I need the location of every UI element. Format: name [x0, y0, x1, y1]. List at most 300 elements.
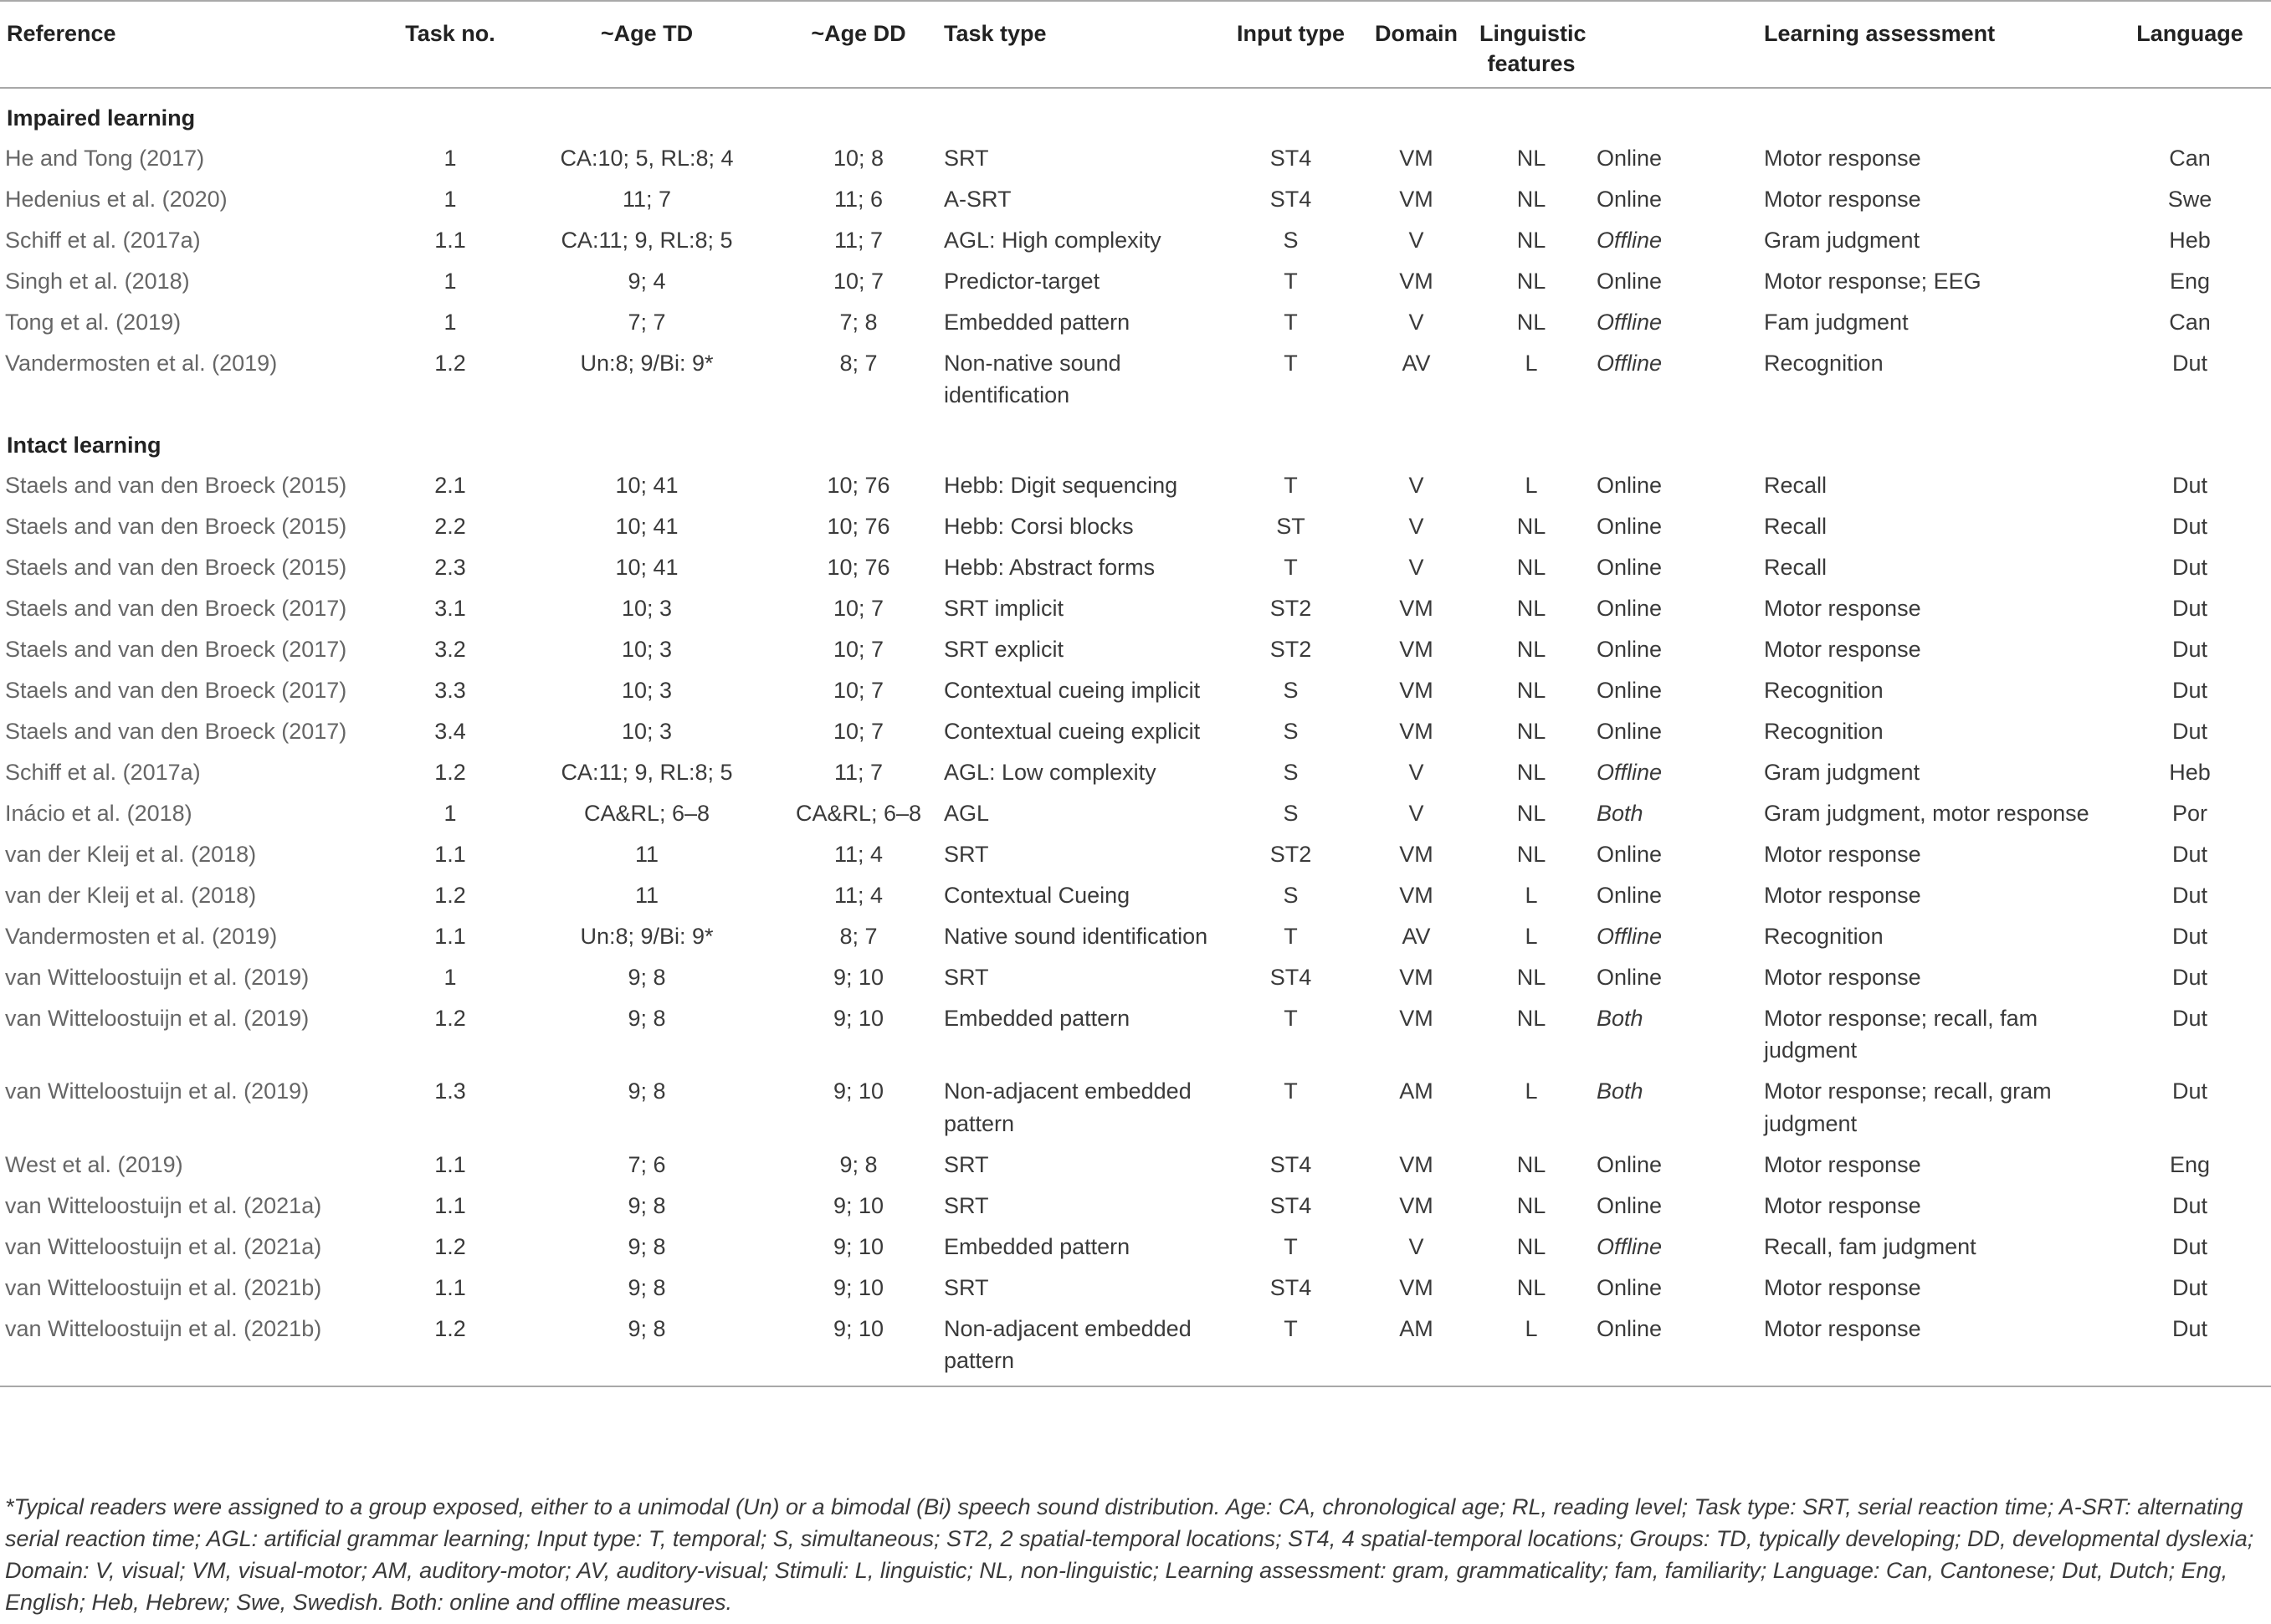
- cell-input-type: S: [1283, 718, 1299, 744]
- cell-task-no: 3.4: [434, 718, 466, 744]
- cell-reference: Vandermosten et al. (2019): [5, 350, 278, 376]
- cell-mode: Offline: [1597, 759, 1663, 785]
- cell-age-dd: 10; 76: [827, 554, 890, 580]
- cell-assessment: Motor response: [1764, 1151, 1921, 1177]
- table-row: [0, 752, 2271, 793]
- cell-task-no: 1.2: [434, 350, 466, 376]
- cell-age-td: 9; 4: [628, 268, 666, 294]
- cell-age-td: 7; 6: [628, 1151, 666, 1177]
- cell-assessment: Motor response; recall, gram judgment: [1764, 1078, 2052, 1136]
- table-row: [0, 670, 2271, 711]
- cell-input-type: T: [1284, 1315, 1298, 1341]
- cell-linguistic: NL: [1516, 677, 1546, 703]
- cell-task-no: 3.2: [434, 636, 466, 662]
- cell-task-no: 1: [443, 309, 457, 335]
- cell-reference: Inácio et al. (2018): [5, 800, 192, 826]
- cell-language: Dut: [2171, 1005, 2208, 1031]
- cell-reference: Vandermosten et al. (2019): [5, 923, 278, 949]
- cell-input-type: S: [1283, 677, 1299, 703]
- cell-task-no: 2.3: [434, 554, 466, 580]
- cell-task-type: Non-adjacent embedded pattern: [944, 1078, 1192, 1136]
- cell-task-type: Hebb: Abstract forms: [944, 554, 1156, 580]
- table-row: [0, 1268, 2271, 1309]
- cell-domain: AM: [1399, 1315, 1433, 1341]
- cell-age-dd: 11; 6: [833, 186, 884, 212]
- cell-domain: V: [1408, 472, 1424, 498]
- cell-language: Can: [2169, 145, 2211, 171]
- cell-assessment: Recognition: [1764, 350, 1884, 376]
- cell-task-type: Hebb: Corsi blocks: [944, 513, 1134, 539]
- cell-domain: V: [1408, 1233, 1424, 1259]
- cell-age-td: 10; 3: [621, 718, 673, 744]
- cell-age-td: 9; 8: [628, 964, 666, 990]
- cell-language: Dut: [2171, 1233, 2208, 1259]
- cell-assessment: Motor response: [1764, 1192, 1921, 1218]
- cell-domain: V: [1408, 554, 1424, 580]
- cell-task-no: 1.1: [434, 1192, 466, 1218]
- cell-mode: Online: [1597, 472, 1663, 498]
- cell-linguistic: L: [1525, 923, 1538, 949]
- cell-mode: Online: [1597, 882, 1663, 908]
- cell-language: Dut: [2171, 718, 2208, 744]
- cell-age-td: 9; 8: [628, 1192, 666, 1218]
- table-row: [0, 506, 2271, 547]
- cell-mode: Online: [1597, 554, 1663, 580]
- cell-input-type: ST4: [1269, 964, 1312, 990]
- cell-language: Dut: [2171, 677, 2208, 703]
- cell-reference: van Witteloostuijn et al. (2021a): [5, 1233, 322, 1259]
- header-reference: Reference: [7, 21, 116, 46]
- cell-language: Eng: [2169, 1151, 2211, 1177]
- cell-mode: Online: [1597, 595, 1663, 621]
- cell-mode: Online: [1597, 513, 1663, 539]
- cell-mode: Offline: [1597, 350, 1663, 376]
- cell-domain: AV: [1402, 350, 1431, 376]
- cell-mode: Online: [1597, 718, 1663, 744]
- cell-linguistic: NL: [1516, 636, 1546, 662]
- header-input-type: Input type: [1237, 21, 1345, 46]
- cell-assessment: Gram judgment, motor response: [1764, 800, 2089, 826]
- cell-task-no: 1: [443, 268, 457, 294]
- cell-reference: Staels and van den Broeck (2015): [5, 513, 347, 539]
- cell-input-type: S: [1283, 882, 1299, 908]
- cell-input-type: T: [1284, 268, 1298, 294]
- cell-linguistic: NL: [1516, 759, 1546, 785]
- table-row: [0, 138, 2271, 179]
- cell-domain: VM: [1399, 595, 1433, 621]
- cell-reference: van Witteloostuijn et al. (2021a): [5, 1192, 322, 1218]
- cell-linguistic: NL: [1516, 964, 1546, 990]
- cell-language: Swe: [2167, 186, 2212, 212]
- cell-task-type: SRT: [944, 1192, 989, 1218]
- cell-task-type: Contextual cueing implicit: [944, 677, 1201, 703]
- cell-task-no: 1: [443, 145, 457, 171]
- cell-assessment: Recognition: [1764, 923, 1884, 949]
- cell-age-dd: 10; 7: [833, 595, 884, 621]
- cell-task-no: 1.2: [434, 759, 466, 785]
- cell-age-td: CA:10; 5, RL:8; 4: [560, 145, 734, 171]
- cell-task-type: Non-native sound identification: [944, 350, 1121, 407]
- cell-reference: Schiff et al. (2017a): [5, 227, 201, 253]
- cell-age-dd: 9; 10: [833, 1233, 884, 1259]
- cell-input-type: T: [1284, 1005, 1298, 1031]
- cell-linguistic: L: [1525, 472, 1538, 498]
- cell-input-type: ST2: [1269, 595, 1312, 621]
- cell-task-no: 1.2: [434, 882, 466, 908]
- cell-language: Dut: [2171, 923, 2208, 949]
- cell-age-dd: 11; 4: [833, 841, 884, 867]
- group-label: Impaired learning: [7, 105, 196, 131]
- cell-language: Dut: [2171, 882, 2208, 908]
- cell-mode: Online: [1597, 186, 1663, 212]
- cell-task-no: 1.2: [434, 1315, 466, 1341]
- cell-assessment: Gram judgment: [1764, 759, 1920, 785]
- cell-linguistic: NL: [1516, 1151, 1546, 1177]
- cell-reference: Staels and van den Broeck (2017): [5, 718, 347, 744]
- cell-mode: Both: [1597, 1005, 1643, 1031]
- header-age-td: ~Age TD: [600, 21, 694, 46]
- cell-language: Dut: [2171, 513, 2208, 539]
- cell-linguistic: NL: [1516, 554, 1546, 580]
- cell-reference: van Witteloostuijn et al. (2021b): [5, 1315, 322, 1341]
- cell-assessment: Motor response; EEG: [1764, 268, 1981, 294]
- cell-language: Heb: [2169, 759, 2211, 785]
- cell-input-type: ST4: [1269, 145, 1312, 171]
- cell-age-dd: 9; 10: [833, 1192, 884, 1218]
- cell-age-td: 11: [634, 882, 659, 908]
- cell-linguistic: NL: [1516, 1274, 1546, 1300]
- cell-linguistic: L: [1525, 350, 1538, 376]
- cell-assessment: Gram judgment: [1764, 227, 1920, 253]
- cell-age-dd: 8; 7: [839, 923, 878, 949]
- table-row: [0, 1186, 2271, 1227]
- cell-assessment: Recognition: [1764, 718, 1884, 744]
- table-row: [0, 547, 2271, 588]
- cell-reference: Staels and van den Broeck (2015): [5, 472, 347, 498]
- header-row: [0, 1, 2271, 88]
- cell-domain: V: [1408, 759, 1424, 785]
- cell-task-type: SRT: [944, 964, 989, 990]
- cell-linguistic: L: [1525, 1315, 1538, 1341]
- cell-linguistic: NL: [1516, 718, 1546, 744]
- cell-age-td: CA:11; 9, RL:8; 5: [561, 759, 733, 785]
- cell-age-td: CA:11; 9, RL:8; 5: [561, 227, 733, 253]
- header-learning-assessment: Learning assessment: [1764, 21, 1996, 46]
- table-row: [0, 1227, 2271, 1268]
- cell-age-dd: 10; 7: [833, 718, 884, 744]
- cell-age-td: CA&RL; 6–8: [583, 800, 710, 826]
- cell-input-type: ST4: [1269, 1192, 1312, 1218]
- cell-reference: West et al. (2019): [5, 1151, 183, 1177]
- cell-task-type: SRT: [944, 841, 989, 867]
- cell-reference: van Witteloostuijn et al. (2019): [5, 964, 310, 990]
- cell-task-no: 1.1: [434, 841, 466, 867]
- table-row: [0, 629, 2271, 670]
- cell-reference: van der Kleij et al. (2018): [5, 841, 257, 867]
- cell-mode: Offline: [1597, 1233, 1663, 1259]
- cell-age-dd: 10; 76: [827, 513, 890, 539]
- cell-task-type: Native sound identification: [944, 923, 1208, 949]
- cell-input-type: T: [1284, 554, 1298, 580]
- table-row: [0, 1309, 2271, 1386]
- cell-domain: V: [1408, 800, 1424, 826]
- cell-assessment: Recall, fam judgment: [1764, 1233, 1976, 1259]
- cell-domain: AV: [1402, 923, 1431, 949]
- cell-linguistic: NL: [1516, 800, 1546, 826]
- cell-assessment: Motor response: [1764, 145, 1921, 171]
- cell-task-type: SRT: [944, 1274, 989, 1300]
- cell-domain: VM: [1399, 1274, 1433, 1300]
- cell-task-type: Non-adjacent embedded pattern: [944, 1315, 1192, 1373]
- table-row: [0, 343, 2271, 417]
- cell-language: Dut: [2171, 350, 2208, 376]
- cell-mode: Online: [1597, 1151, 1663, 1177]
- cell-task-type: Hebb: Digit sequencing: [944, 472, 1178, 498]
- cell-mode: Online: [1597, 145, 1663, 171]
- cell-linguistic: NL: [1516, 309, 1546, 335]
- cell-linguistic: L: [1525, 882, 1538, 908]
- cell-reference: van Witteloostuijn et al. (2019): [5, 1078, 310, 1104]
- cell-domain: VM: [1399, 1005, 1433, 1031]
- cell-linguistic: NL: [1516, 513, 1546, 539]
- table-row: [0, 179, 2271, 220]
- header-task-type: Task type: [944, 21, 1047, 46]
- table-row: [0, 916, 2271, 957]
- cell-mode: Online: [1597, 841, 1663, 867]
- cell-domain: VM: [1399, 145, 1433, 171]
- table-row: [0, 1071, 2271, 1145]
- cell-age-dd: 9; 10: [833, 1078, 884, 1104]
- cell-age-dd: 10; 76: [827, 472, 890, 498]
- cell-task-type: SRT explicit: [944, 636, 1064, 662]
- cell-input-type: ST: [1276, 513, 1305, 539]
- table-row: [0, 220, 2271, 261]
- cell-age-dd: 9; 10: [833, 1005, 884, 1031]
- cell-language: Dut: [2171, 841, 2208, 867]
- table-row: [0, 834, 2271, 875]
- cell-mode: Online: [1597, 677, 1663, 703]
- header-domain: Domain: [1374, 21, 1458, 46]
- cell-reference: van Witteloostuijn et al. (2019): [5, 1005, 310, 1031]
- cell-mode: Both: [1597, 800, 1643, 826]
- cell-domain: V: [1408, 227, 1424, 253]
- cell-assessment: Motor response: [1764, 964, 1921, 990]
- cell-assessment: Motor response; recall, fam judgment: [1764, 1005, 2038, 1063]
- table-row: [0, 998, 2271, 1072]
- cell-assessment: Motor response: [1764, 882, 1921, 908]
- cell-domain: V: [1408, 309, 1424, 335]
- cell-task-type: Contextual cueing explicit: [944, 718, 1201, 744]
- cell-task-type: Embedded pattern: [944, 1005, 1130, 1031]
- cell-linguistic: NL: [1516, 186, 1546, 212]
- cell-age-dd: 10; 8: [833, 145, 884, 171]
- cell-assessment: Fam judgment: [1764, 309, 1909, 335]
- cell-age-dd: 8; 7: [839, 350, 878, 376]
- cell-domain: VM: [1399, 677, 1433, 703]
- cell-age-dd: 10; 7: [833, 268, 884, 294]
- cell-assessment: Recall: [1764, 513, 1828, 539]
- cell-assessment: Motor response: [1764, 595, 1921, 621]
- cell-age-td: 9; 8: [628, 1274, 666, 1300]
- cell-language: Can: [2169, 309, 2211, 335]
- table-row: [0, 261, 2271, 302]
- cell-task-no: 1.2: [434, 1233, 466, 1259]
- cell-language: Heb: [2169, 227, 2211, 253]
- cell-age-td: 10; 3: [621, 636, 673, 662]
- cell-mode: Online: [1597, 1274, 1663, 1300]
- cell-task-type: Embedded pattern: [944, 309, 1130, 335]
- cell-input-type: T: [1284, 309, 1298, 335]
- cell-reference: van Witteloostuijn et al. (2021b): [5, 1274, 322, 1300]
- cell-age-td: 9; 8: [628, 1078, 666, 1104]
- cell-language: Dut: [2171, 1315, 2208, 1341]
- table-row: [0, 875, 2271, 916]
- table-body: [0, 88, 2271, 1386]
- cell-language: Eng: [2169, 268, 2211, 294]
- cell-age-td: 10; 41: [615, 513, 679, 539]
- cell-mode: Online: [1597, 964, 1663, 990]
- cell-age-td: 10; 41: [615, 554, 679, 580]
- cell-input-type: T: [1284, 923, 1298, 949]
- cell-reference: Staels and van den Broeck (2017): [5, 677, 347, 703]
- cell-age-dd: 11; 7: [833, 227, 884, 253]
- cell-domain: VM: [1399, 186, 1433, 212]
- cell-language: Dut: [2171, 554, 2208, 580]
- cell-assessment: Motor response: [1764, 1315, 1921, 1341]
- table-row: [0, 793, 2271, 834]
- cell-language: Dut: [2171, 1078, 2208, 1104]
- cell-mode: Online: [1597, 268, 1663, 294]
- cell-assessment: Motor response: [1764, 636, 1921, 662]
- cell-age-td: Un:8; 9/Bi: 9*: [580, 923, 714, 949]
- cell-language: Dut: [2171, 636, 2208, 662]
- cell-assessment: Motor response: [1764, 841, 1921, 867]
- cell-reference: He and Tong (2017): [5, 145, 205, 171]
- cell-task-no: 1.1: [434, 923, 466, 949]
- cell-task-no: 3.3: [434, 677, 466, 703]
- cell-age-dd: 9; 10: [833, 1274, 884, 1300]
- cell-task-no: 1.1: [434, 1274, 466, 1300]
- cell-domain: AM: [1399, 1078, 1433, 1104]
- cell-language: Por: [2171, 800, 2208, 826]
- cell-linguistic: NL: [1516, 1233, 1546, 1259]
- cell-age-dd: 10; 7: [833, 677, 884, 703]
- cell-task-type: AGL: High complexity: [944, 227, 1161, 253]
- cell-reference: Tong et al. (2019): [5, 309, 182, 335]
- cell-task-type: AGL: Low complexity: [944, 759, 1156, 785]
- cell-language: Dut: [2171, 1274, 2208, 1300]
- cell-age-dd: 10; 7: [833, 636, 884, 662]
- cell-domain: VM: [1399, 841, 1433, 867]
- cell-task-type: Embedded pattern: [944, 1233, 1130, 1259]
- cell-task-type: Contextual Cueing: [944, 882, 1130, 908]
- cell-age-td: Un:8; 9/Bi: 9*: [580, 350, 714, 376]
- cell-task-type: Predictor-target: [944, 268, 1100, 294]
- cell-domain: VM: [1399, 964, 1433, 990]
- cell-task-no: 1.3: [434, 1078, 466, 1104]
- cell-input-type: T: [1284, 1233, 1298, 1259]
- cell-assessment: Motor response: [1764, 186, 1921, 212]
- cell-linguistic: NL: [1516, 1005, 1546, 1031]
- cell-task-no: 1: [443, 964, 457, 990]
- cell-input-type: S: [1283, 227, 1299, 253]
- cell-task-type: A-SRT: [944, 186, 1012, 212]
- cell-linguistic: NL: [1516, 227, 1546, 253]
- cell-age-dd: CA&RL; 6–8: [795, 800, 922, 826]
- cell-linguistic: NL: [1516, 841, 1546, 867]
- cell-assessment: Recall: [1764, 472, 1828, 498]
- cell-assessment: Recall: [1764, 554, 1828, 580]
- cell-input-type: S: [1283, 759, 1299, 785]
- cell-language: Dut: [2171, 595, 2208, 621]
- group-row: [0, 88, 2271, 138]
- cell-linguistic: NL: [1516, 145, 1546, 171]
- cell-domain: VM: [1399, 882, 1433, 908]
- header-task-no: Task no.: [405, 21, 495, 46]
- table-row: [0, 302, 2271, 343]
- cell-age-dd: 9; 10: [833, 964, 884, 990]
- cell-reference: Schiff et al. (2017a): [5, 759, 201, 785]
- cell-mode: Online: [1597, 636, 1663, 662]
- cell-domain: VM: [1399, 718, 1433, 744]
- table-row: [0, 957, 2271, 998]
- table-row: [0, 465, 2271, 506]
- group-label: Intact learning: [7, 433, 161, 458]
- cell-domain: V: [1408, 513, 1424, 539]
- cell-age-dd: 11; 4: [833, 882, 884, 908]
- cell-reference: Singh et al. (2018): [5, 268, 190, 294]
- cell-assessment: Motor response: [1764, 1274, 1921, 1300]
- cell-task-no: 1.2: [434, 1005, 466, 1031]
- cell-task-type: SRT: [944, 145, 989, 171]
- cell-reference: Staels and van den Broeck (2017): [5, 595, 347, 621]
- cell-age-td: 10; 41: [615, 472, 679, 498]
- cell-age-td: 9; 8: [628, 1315, 666, 1341]
- cell-domain: VM: [1399, 1192, 1433, 1218]
- cell-task-no: 3.1: [434, 595, 466, 621]
- cell-linguistic: NL: [1516, 1192, 1546, 1218]
- cell-language: Dut: [2171, 964, 2208, 990]
- cell-domain: VM: [1399, 636, 1433, 662]
- cell-mode: Online: [1597, 1192, 1663, 1218]
- cell-input-type: T: [1284, 1078, 1298, 1104]
- cell-input-type: ST2: [1269, 841, 1312, 867]
- cell-input-type: ST4: [1269, 1151, 1312, 1177]
- cell-task-no: 1: [443, 186, 457, 212]
- cell-input-type: ST4: [1269, 186, 1312, 212]
- cell-task-no: 2.2: [434, 513, 466, 539]
- cell-age-td: 7; 7: [628, 309, 666, 335]
- cell-language: Dut: [2171, 472, 2208, 498]
- cell-age-td: 10; 3: [621, 595, 673, 621]
- cell-age-dd: 7; 8: [839, 309, 878, 335]
- cell-mode: Offline: [1597, 309, 1663, 335]
- group-row: [0, 416, 2271, 465]
- cell-age-dd: 11; 7: [833, 759, 884, 785]
- cell-mode: Offline: [1597, 227, 1663, 253]
- cell-age-dd: 9; 8: [839, 1151, 878, 1177]
- cell-mode: Online: [1597, 1315, 1663, 1341]
- cell-task-no: 1.1: [434, 1151, 466, 1177]
- cell-domain: VM: [1399, 268, 1433, 294]
- cell-input-type: S: [1283, 800, 1299, 826]
- cell-input-type: ST4: [1269, 1274, 1312, 1300]
- cell-age-dd: 9; 10: [833, 1315, 884, 1341]
- cell-linguistic: L: [1525, 1078, 1538, 1104]
- cell-age-td: 11; 7: [622, 186, 672, 212]
- cell-reference: Staels and van den Broeck (2015): [5, 554, 347, 580]
- cell-mode: Offline: [1597, 923, 1663, 949]
